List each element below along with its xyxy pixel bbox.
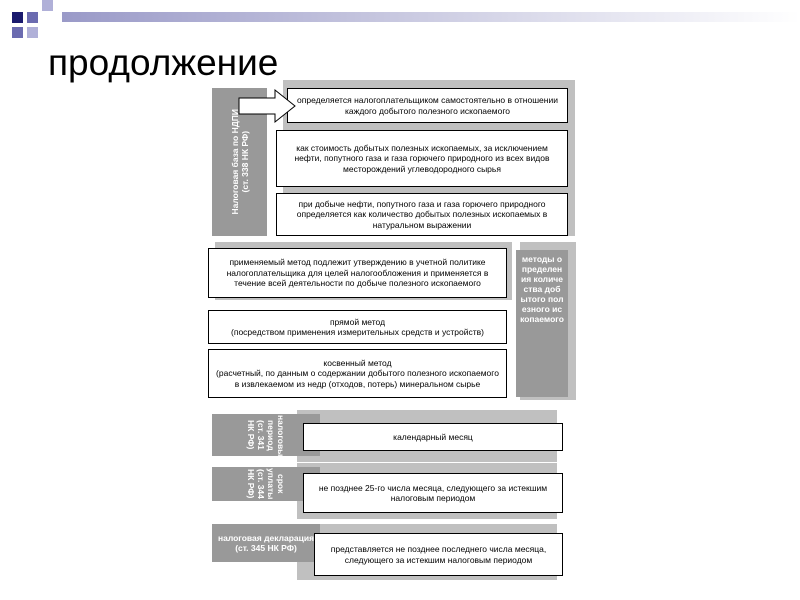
base-item-2: как стоимость добытых полезных ископаемых, за исключением нефти, попутного газа и газа горючего природного из всех видов месторождений углеводородного сырья [276, 130, 568, 187]
payment-side-label: срок уплаты (ст. 344 НК РФ) [212, 467, 320, 501]
deco-square-5 [12, 27, 23, 38]
period-value: календарный месяц [303, 423, 563, 451]
payment-value: не позднее 25-го числа месяца, следующего за истекшим налоговым периодом [303, 473, 563, 513]
period-side-label: налоговый период (ст. 341 НК РФ) [212, 414, 320, 456]
arrow-right-icon [237, 88, 297, 124]
methods-side-label: методы определения количества добытого полезного ископаемого [516, 250, 568, 397]
deco-square-3 [42, 0, 53, 11]
base-item-1: определяется налогоплательщиком самостоятельно в отношении каждого добытого полезного ископаемого [287, 88, 568, 123]
base-side-label: Налоговая база по НДПИ (ст. 338 НК РФ) [212, 88, 267, 236]
deco-square-2 [27, 12, 38, 23]
methods-item-2: прямой метод (посредством применения измерительных средств и устройств) [208, 310, 507, 344]
declaration-side-label: налоговая декларация (ст. 345 НК РФ) [212, 524, 320, 562]
deco-square-1 [12, 12, 23, 23]
deco-square-4 [27, 27, 38, 38]
methods-item-1: применяемый метод подлежит утверждению в учетной политике налогоплательщика для целей налогообложения и применяется в течение всей деятельности по добыче полезного ископаемого [208, 248, 507, 298]
base-item-3: при добыче нефти, попутного газа и газа горючего природного определяется как количество добытых полезных ископаемых в натуральном выражении [276, 193, 568, 236]
declaration-value: представляется не позднее последнего числа месяца, следующего за истекшим налоговым периодом [314, 533, 563, 576]
title-bar [62, 12, 800, 22]
page-title: продолжение [48, 42, 279, 83]
methods-item-3: косвенный метод (расчетный, по данным о содержании добытого полезного ископаемого в извлекаемом из недр (отходов, потерь) минеральном сырье [208, 349, 507, 398]
